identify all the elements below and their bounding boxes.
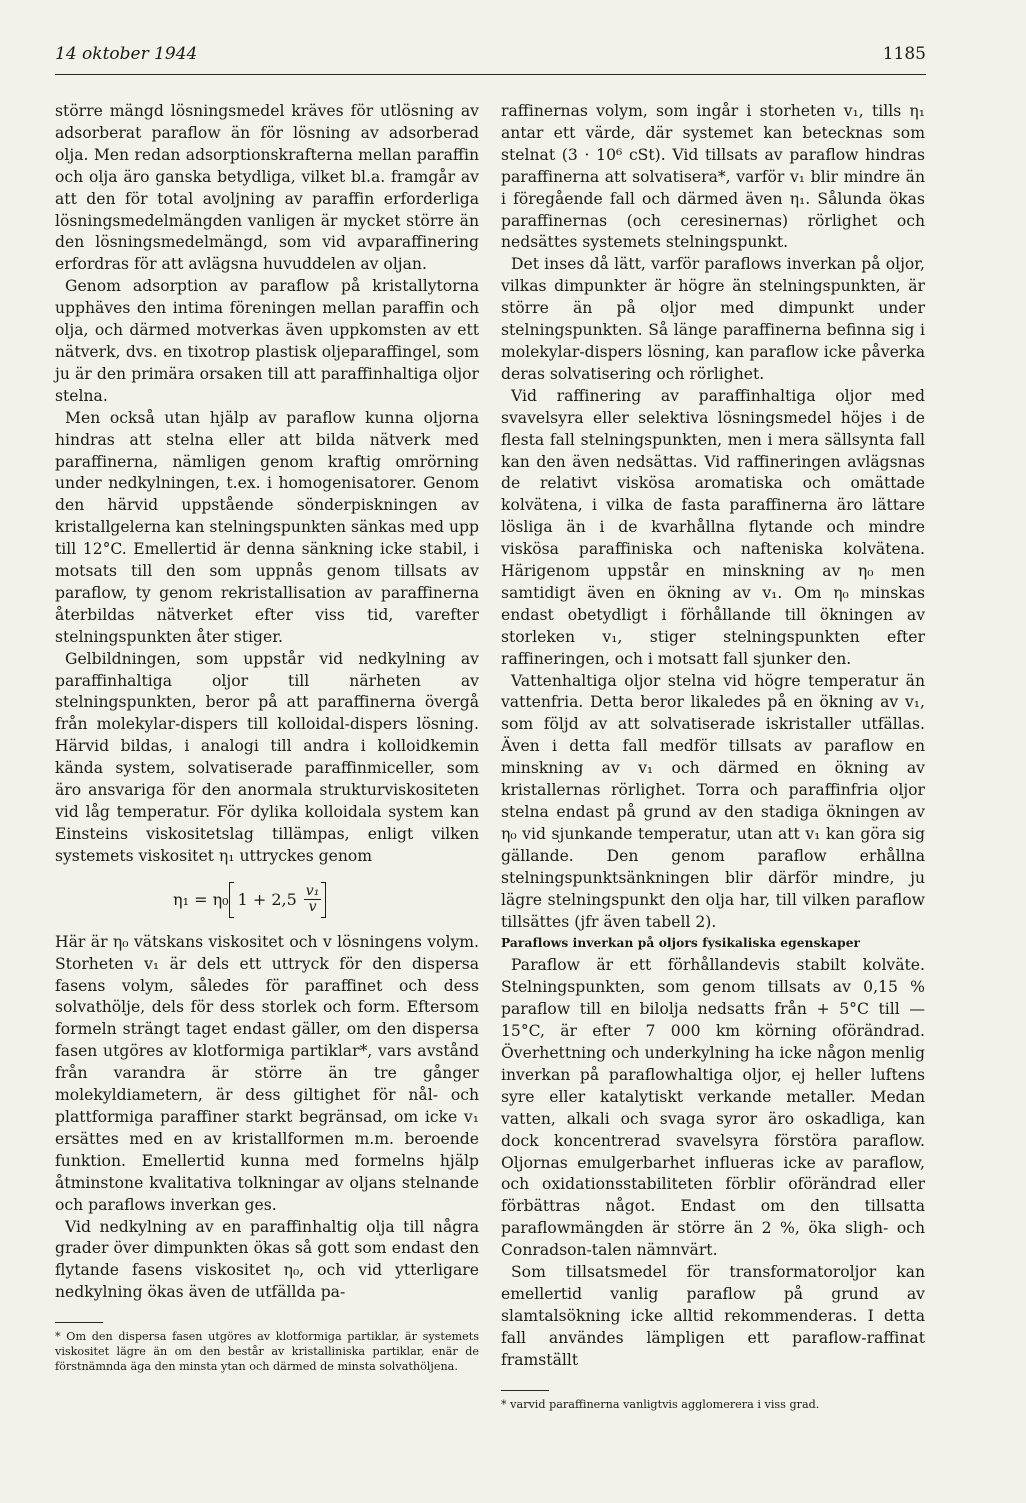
paragraph: Det inses då lätt, varför paraflows inverkan på oljor, vilkas dimpunkter är högre än stelningspunkten, är större än på oljor med dimpunkt under stelningspunkten. Så länge paraffinerna befinna sig i molekylar-dispers lösning, kan paraflow icke påverka deras solvatisering och rörlighet. bbox=[501, 255, 925, 383]
formula-inner: 1 + 2,5 bbox=[237, 889, 297, 909]
paragraph: Som tillsatsmedel för transformatoroljor kan emellertid vanlig paraflow på grund av slamtalsökning icke alltid rekommenderas. I detta fall användes lämpligen ett paraflow-raffinat framställt bbox=[501, 1263, 925, 1369]
formula-lhs: η₁ = η₀ bbox=[173, 889, 229, 909]
paragraph: större mängd lösningsmedel kräves för utlösning av adsorberat paraflow än för lösning av adsorberad olja. Men redan adsorptionskrafterna mellan paraffin och olja äro ganska betydliga, vilket bl.a. framgår av att den för total avoljning av paraffin erforderliga lösningsmedelmängden vanligen är mycket större än den lösningsmedelmängd, som vid avparaffinering erfordras för att avlägsna huvuddelen av oljan. bbox=[55, 102, 479, 274]
right-column bbox=[501, 101, 925, 1412]
paragraph: Vattenhaltiga oljor stelna vid högre temperatur än vattenfria. Detta beror likaledes på en ökning av v₁, som följd av att solvatiserade iskristaller utfällas. Även i detta fall medför tillsats av paraflow en minskning av v₁ och därmed en ökning av kristallernas rörlighet. Torra och paraffinfria oljor stelna endast på grund av den stadiga ökningen av η₀ vid sjunkande temperatur, utan att v₁ kan göra sig gällande. Den genom paraflow erhållna stelningspunktsänkningen blir därför mindre, ju lägre stelningspunkt den olja har, till vilken paraflow tillsättes (jfr även tabell 2). bbox=[501, 671, 925, 931]
paragraph: Men också utan hjälp av paraflow kunna oljorna hindras att stelna eller att bilda nätverk med paraffinerna, nämligen genom kraftig omrörning under nedkylningen, t.ex. i homogenisatorer. Genom den härvid uppstående sönderpiskningen av kristallgelerna kan stelningspunkten sänkas med upp till 12°C. Emellertid är denna sänkning icke stabil, i motsats till den som uppnås genom tillsats av paraflow, ty genom rekristallisation av paraffinerna återbildas nätverket efter viss tid, varefter stelningspunkten åter stiger. bbox=[55, 408, 479, 646]
paragraph: Gelbildningen, som uppstår vid nedkylning av paraffinhaltiga oljor till närheten av stelningspunkten, beror på att paraffinerna övergå från molekylar-dispers till kolloidal-dispers lösning. Härvid bildas, i analogi till andra i kolloidkemin kända system, solvatiserade paraffinmiceller, som äro ansvariga för den anormala strukturviskositeten vid låg temperatur. För dylika kolloidala system kan Einsteins viskositetslag tillämpas, enligt vilken systemets viskositet η₁ uttryckes genom bbox=[55, 649, 479, 865]
left-column bbox=[55, 101, 479, 1374]
formula-fraction bbox=[304, 884, 322, 915]
section-heading: Paraflows inverkan på oljors fysikaliska egenskaper bbox=[501, 936, 861, 951]
paragraph: Paraflow är ett förhållandevis stabilt kolväte. Stelningspunkten, som genom tillsats av 0,15 % paraflow till en bilolja nedsatts från + 5°C till — 15°C, är efter 7 000 km körning oförändrad. Överhettning och underkylning ha icke någon menlig inverkan på paraflowhaltiga oljor, ej heller luftens syre eller katalytiskt verkande metaller. Medan vatten, alkali och svaga syror äro oskadliga, kan dock koncentrerad svavelsyra förstöra paraflow. Oljornas emulgerbarhet influeras icke av paraflow, och oxidationsstabiliteten förblir oförändrad eller förbättras något. Endast om den tillsatta paraflowmängden är större än 2 %, öka sligh- och Conradson-talen nämnvärt. bbox=[501, 956, 925, 1260]
bracket-left bbox=[229, 882, 234, 918]
formula-denominator: v bbox=[308, 899, 317, 916]
paragraph: Vid nedkylning av en paraffinhaltig olja till några grader över dimpunkten ökas så gott som endast den flytande fasens viskositet η₀, och vid ytterligare nedkylning ökas även de utfällda pa- bbox=[55, 1217, 479, 1302]
paragraph: Här är η₀ vätskans viskositet och v lösningens volym. Storheten v₁ är dels ett uttryck för den dispersa fasens volym, således för paraffinet och dess solvathölje, dels för dess storlek och form. Eftersom formeln strängt taget endast gäller, om den dispersa fasen utgöres av klotformiga partiklar*, vars avstånd från varandra är större än tre gånger molekyldiametern, är dess giltighet för nål- och plattformiga paraffiner starkt begränsad, om icke v₁ ersättes med en av kristallformen m.m. beroende funktion. Emellertid kunna med formelns hjälp åtminstone kvalitativa tolkningar av oljans stelnande och paraflows inverkan ges. bbox=[55, 932, 479, 1214]
page-header bbox=[55, 44, 926, 75]
issue-date: 14 oktober 1944 bbox=[55, 44, 198, 64]
footnote: * Om den dispersa fasen utgöres av klotformiga partiklar, är systemets viskositet lägre än om den består av kristalliniska partiklar, enär de förstnämnda äga den minsta ytan och därmed de minsta solvathöljena. bbox=[55, 1330, 479, 1374]
einstein-viscosity-formula bbox=[173, 880, 479, 920]
paragraph: Vid raffinering av paraffinhaltiga oljor med svavelsyra eller selektiva lösningsmedel höjes i de flesta fall stelningspunkten, men i mera sällsynta fall kan den även nedsättas. Vid raffineringen avlägsnas de relativt viskösa aromatiska och omättade kolvätena, i vilka de fasta paraffinerna äro lättare lösliga än i de kvarhållna flytande och mindre viskösa paraffiniska och nafteniska kolvätena. Härigenom uppstår en minskning av η₀ men samtidigt även en ökning av v₁. Om η₀ minskas endast obetydligt i förhållande till ökningen av storleken v₁, stiger stelningspunkten efter raffineringen, och i motsatt fall sjunker den. bbox=[501, 386, 925, 668]
paragraph: Genom adsorption av paraflow på kristallytorna upphäves den intima föreningen mellan paraffin och olja, och därmed motverkas även uppkomsten av ett nätverk, dvs. en tixotrop plastisk oljeparaffingel, som ju är den primära orsaken till att paraffinhaltiga oljor stelna. bbox=[55, 277, 479, 405]
formula-numerator: v₁ bbox=[305, 883, 320, 900]
paragraph: raffinernas volym, som ingår i storheten v₁, tills η₁ antar ett värde, där systemet kan betecknas som stelnat (3 · 10⁶ cSt). Vid tillsats av paraflow hindras paraffinerna att solvatisera*, varför v₁ blir mindre än i föregående fall och därmed även η₁. Sålunda ökas paraffinernas (och ceresinernas) rörlighet och nedsättes systemets stelningspunkt. bbox=[501, 102, 925, 252]
page-number: 1185 bbox=[882, 44, 926, 64]
footnote-rule bbox=[501, 1390, 549, 1391]
bracket-right bbox=[321, 882, 326, 918]
footnote-rule bbox=[55, 1322, 103, 1323]
footnote: * varvid paraffinerna vanligtvis agglomerera i viss grad. bbox=[501, 1397, 820, 1411]
